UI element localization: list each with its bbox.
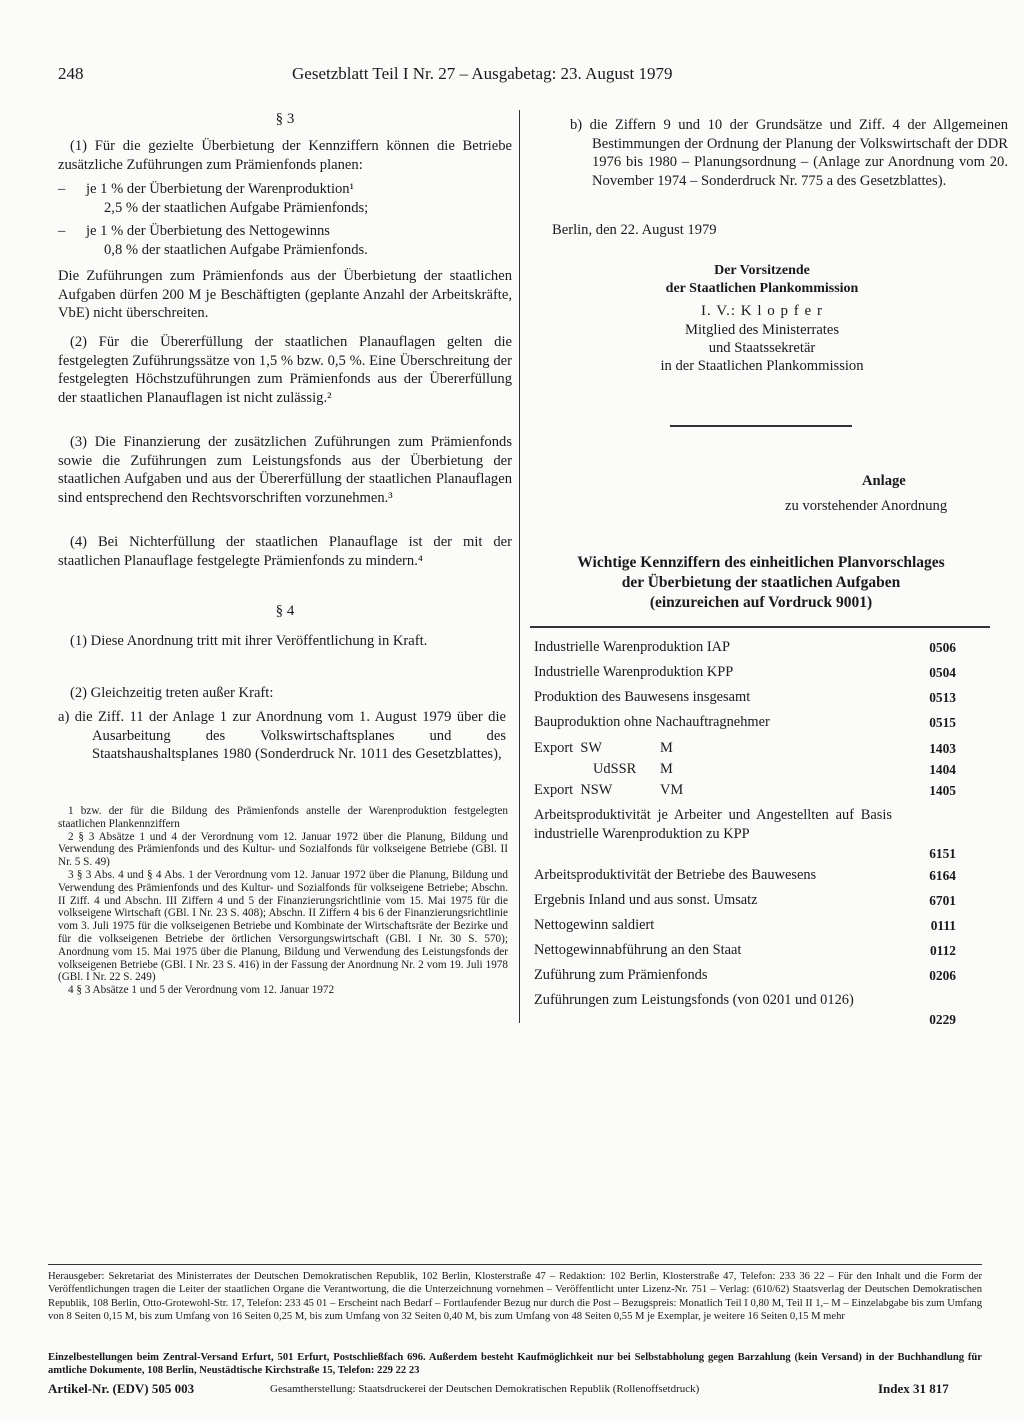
section-3-paragraph-2: (2) Für die Übererfüllung der staatlichen Planauflagen gelten die festgelegten Zuführungssätze von 1,5 % bzw. 0,5 %. Eine Überschreitung der festgelegten Höchstzuführungen zum Prämienfonds aus der Übererfüllung der staatlichen Planauflagen ist nicht zulässig.² <box>58 334 512 407</box>
kennziffer-label: Nettogewinnabführung an den Staat <box>534 942 742 958</box>
kennziffer-row <box>534 781 956 800</box>
footnotes <box>58 805 508 997</box>
footnote-3: 3 § 3 Abs. 4 und § 4 Abs. 1 der Verordnung vom 12. Januar 1972 über die Planung, Bildung und Verwendung des Prämienfonds und des Kultur- und Sozialfonds für volkseigene Betriebe; Abschn. II Ziff. 4 und Abschn. III Ziffern 4 und 5 der Finanzierungsrichtlinie vom 15. Mai 1975 für die volkseigene Wirtschaft (GBl. I Nr. 23 S. 408); Abschn. II Ziffern 4 bis 6 der Finanzierungsrichtlinie vom 3. Juli 1975 für die volkseigenen Betriebe und Kombinate der Wirtschaftsräte der Bezirke und für die volkseigenen Betriebe der örtlichen Versorgungswirtschaft (GBl. I Nr. 30 S. 570); Anordnung vom 15. Mai 1975 über die Planung, Bildung und Verwendung des Leistungsfonds der volkseigenen Betriebe (GBl. I Nr. 23 S. 416) in der Fassung der Anordnung Nr. 2 vom 19. Juli 1978 (GBl. I Nr. 22 S. 249) <box>58 868 508 984</box>
kennziffer-code: 6164 <box>929 868 956 883</box>
signature-title-2: der Staatlichen Plankommission <box>665 281 859 296</box>
kennziffer-row <box>534 891 956 910</box>
kennziffer-label: Produktion des Bauwesens insgesamt <box>534 689 751 705</box>
footnote-4: 4 § 3 Absätze 1 und 5 der Verordnung vom 12. Januar 1972 <box>68 984 335 997</box>
page-header-title: Gesetzblatt Teil I Nr. 27 – Ausgabetag: 23. August 1979 <box>292 64 673 83</box>
kennziffer-code: 6151 <box>929 846 956 861</box>
table-title-3: (einzureichen auf Vordruck 9001) <box>649 594 873 611</box>
kennziffer-code: 0515 <box>929 715 956 730</box>
signature-name: I. V.: K l o p f e r <box>701 303 823 319</box>
kennziffer-code: 1404 <box>929 762 956 777</box>
kennziffer-label: Arbeitsproduktivität der Betriebe des Bauwesens <box>534 867 817 883</box>
imprint-rule <box>48 1264 982 1265</box>
kennziffer-row <box>534 638 956 657</box>
kennziffer-code: 1403 <box>929 741 956 756</box>
list-line: 0,8 % der staatlichen Aufgabe Prämienfonds. <box>104 241 368 258</box>
kennziffer-code: 0229 <box>929 1012 956 1027</box>
index-number: Index 31 817 <box>878 1381 949 1396</box>
column-divider <box>519 110 520 1023</box>
kennziffer-row <box>534 941 956 960</box>
kennziffer-code: 0506 <box>929 640 956 655</box>
signature-role-1: Mitglied des Ministerrates <box>684 322 840 338</box>
kennziffer-row <box>534 991 956 1027</box>
kennziffer-row <box>534 806 956 861</box>
article-number: Artikel-Nr. (EDV) 505 003 <box>48 1381 195 1396</box>
kennziffer-code: 0206 <box>929 968 956 983</box>
kennziffer-code: 0112 <box>929 943 956 958</box>
section-3-paragraph-1b: Die Zuführungen zum Prämienfonds aus der Überbietung der staatlichen Aufgaben dürfen 200 M je Beschäftigten (geplante Anzahl der Arbeitskräfte, VbE) nicht überschreiten. <box>58 268 512 322</box>
kennziffer-label: Industrielle Warenproduktion KPP <box>534 664 734 680</box>
kennziffer-label: Export SW <box>534 740 602 756</box>
kennziffer-row <box>534 739 956 758</box>
footnote-1: 1 bzw. der für die Bildung des Prämienfonds anstelle der Warenproduktion festgelegten staatlichen Plankennziffern <box>58 805 508 830</box>
kennziffer-label: Zuführungen zum Leistungsfonds (von 0201 und 0126) <box>534 992 854 1008</box>
section-4-paragraph-1: (1) Diese Anordnung tritt mit ihrer Veröffentlichung in Kraft. <box>70 633 428 649</box>
kennziffer-code: 0504 <box>929 665 956 680</box>
list-line: je 1 % der Überbietung des Nettogewinns <box>86 223 330 239</box>
date-line: Berlin, den 22. August 1979 <box>552 222 717 238</box>
table-title-1: Wichtige Kennziffern des einheitlichen Planvorschlages <box>577 554 945 571</box>
section-4-item-b: b) die Ziffern 9 und 10 der Grundsätze und Ziff. 4 der Allgemeinen Bestimmungen der Ordnung der Planung der Volkswirtschaft der DDR 1976 bis 1980 – Planungsordnung – (Anlage zur Anordnung vom 20. November 1974 – Sonderdruck Nr. 775 a des Gesetzblattes). <box>570 117 1008 190</box>
table-rule <box>530 626 990 628</box>
signature-title-1: Der Vorsitzende <box>714 263 810 278</box>
anlage-title: Anlage <box>862 473 906 489</box>
section-3-list-item-1 <box>58 180 512 217</box>
kennziffer-row <box>534 966 956 985</box>
list-line: je 1 % der Überbietung der Warenproduktion¹ <box>86 181 354 197</box>
printer-line: Gesamtherstellung: Staatsdruckerei der Deutschen Demokratischen Republik (Rollenoffsetdruck) <box>270 1383 700 1395</box>
kennziffer-label: Export NSW <box>534 782 613 798</box>
kennziffer-row <box>534 688 956 707</box>
section-4-heading: § 4 <box>275 603 295 619</box>
kennziffer-code: 6701 <box>929 893 956 908</box>
kennziffer-currency: VM <box>660 782 684 798</box>
signature-role-3: in der Staatlichen Plankommission <box>660 358 864 374</box>
anlage-subtitle: zu vorstehender Anordnung <box>785 498 948 514</box>
kennziffer-label: Bauproduktion ohne Nachauftragnehmer <box>534 714 770 730</box>
section-3-paragraph-1: (1) Für die gezielte Überbietung der Kennziffern können die Betriebe zusätzliche Zuführungen zum Prämienfonds planen: <box>58 138 512 173</box>
section-3-paragraph-4: (4) Bei Nichterfüllung der staatlichen Planauflage ist der mit der staatlichen Planauflage festgelegte Prämienfonds zu mindern.⁴ <box>58 534 512 569</box>
kennziffer-row <box>534 916 956 935</box>
section-3-heading: § 3 <box>275 111 295 127</box>
list-dash: – <box>58 181 66 197</box>
kennziffer-code: 0513 <box>929 690 956 705</box>
section-4-paragraph-2: (2) Gleichzeitig treten außer Kraft: <box>70 685 274 701</box>
kennziffer-currency: M <box>660 761 673 777</box>
imprint-text: Herausgeber: Sekretariat des Ministerrates der Deutschen Demokratischen Republik, 102 Berlin, Klosterstraße 47 – Redaktion: 102 Berlin, Klosterstraße 47, Telefon: 233 36 22 – Für den Inhalt und die Form der Veröffentlichungen tragen die Leiter der staatlichen Organe die Verantwortung, die die Unterzeichnung vornehmen – Veröffentlicht unter Lizenz-Nr. 751 – Verlag: (610/62) Staatsverlag der Deutschen Demokratischen Republik, 108 Berlin, Otto-Grotewohl-Str. 17, Telefon: 233 45 01 – Erscheint nach Bedarf – Fortlaufender Bezug nur durch die Post – Bezugspreis: Monatlich Teil I 0,80 M, Teil II 1,– M – Einzelabgabe bis zum Umfang von 8 Seiten 0,15 M, bis zum Umfang von 16 Seiten 0,25 M, bis zum Umfang von 32 Seiten 0,40 M, bis zum Umfang von 48 Seiten 0,55 M je Exemplar, je weitere 16 Seiten 0,15 M mehr <box>48 1271 982 1323</box>
kennziffer-row <box>534 663 956 682</box>
kennziffer-row <box>534 713 956 732</box>
list-line: 2,5 % der staatlichen Aufgabe Prämienfonds; <box>104 199 369 216</box>
kennziffer-code: 1405 <box>929 783 956 798</box>
kennziffer-label: Arbeitsproduktivität je Arbeiter und Angestellten auf Basis industrielle Warenproduktion zu KPP <box>534 807 892 842</box>
signature-rule <box>670 425 852 427</box>
signature-role-2: und Staatssekretär <box>708 340 816 356</box>
section-4-item-a: a) die Ziff. 11 der Anlage 1 zur Anordnung vom 1. August 1979 über die Ausarbeitung des Volkswirtschaftsplanes und des Staatshaushaltsplanes 1980 (Sonderdruck Nr. 1011 des Gesetzblattes), <box>58 709 506 763</box>
kennziffer-currency: M <box>660 740 673 756</box>
kennziffer-label: Nettogewinn saldiert <box>534 917 655 933</box>
section-3-paragraph-3: (3) Die Finanzierung der zusätzlichen Zuführungen zum Prämienfonds sowie die Zuführungen zum Leistungsfonds aus der Überbietung der staatlichen Aufgaben und aus der Übererfüllung der staatlichen Planauflagen sind entsprechend den Rechtsvorschriften vorzunehmen.³ <box>58 434 512 507</box>
table-title-2: der Überbietung der staatlichen Aufgaben <box>621 574 901 591</box>
kennziffer-label: UdSSR <box>593 761 637 777</box>
imprint-order-line: Einzelbestellungen beim Zentral-Versand Erfurt, 501 Erfurt, Postschließfach 696. Außerdem besteht Kaufmöglichkeit nur bei Selbstabholung gegen Barzahlung (kein Versand) in der Buchhandlung für amtliche Dokumente, 108 Berlin, Neustädtische Kirchstraße 15, Telefon: 229 22 23 <box>48 1352 982 1377</box>
footnote-2: 2 § 3 Absätze 1 und 4 der Verordnung vom 12. Januar 1972 über die Planung, Bildung und Verwendung des Prämienfonds und des Kultur- und Sozialfonds für volkseigene Betriebe (GBl. II Nr. 5 S. 49) <box>58 830 508 869</box>
kennziffer-code: 0111 <box>930 918 956 933</box>
list-dash: – <box>58 223 66 239</box>
section-3-list-item-2 <box>58 222 512 259</box>
kennziffer-label: Zuführung zum Prämienfonds <box>534 967 708 983</box>
kennziffer-label: Industrielle Warenproduktion IAP <box>534 639 731 655</box>
kennziffer-row <box>534 866 956 885</box>
page-number: 248 <box>58 64 84 83</box>
kennziffer-label: Ergebnis Inland und aus sonst. Umsatz <box>534 892 758 908</box>
